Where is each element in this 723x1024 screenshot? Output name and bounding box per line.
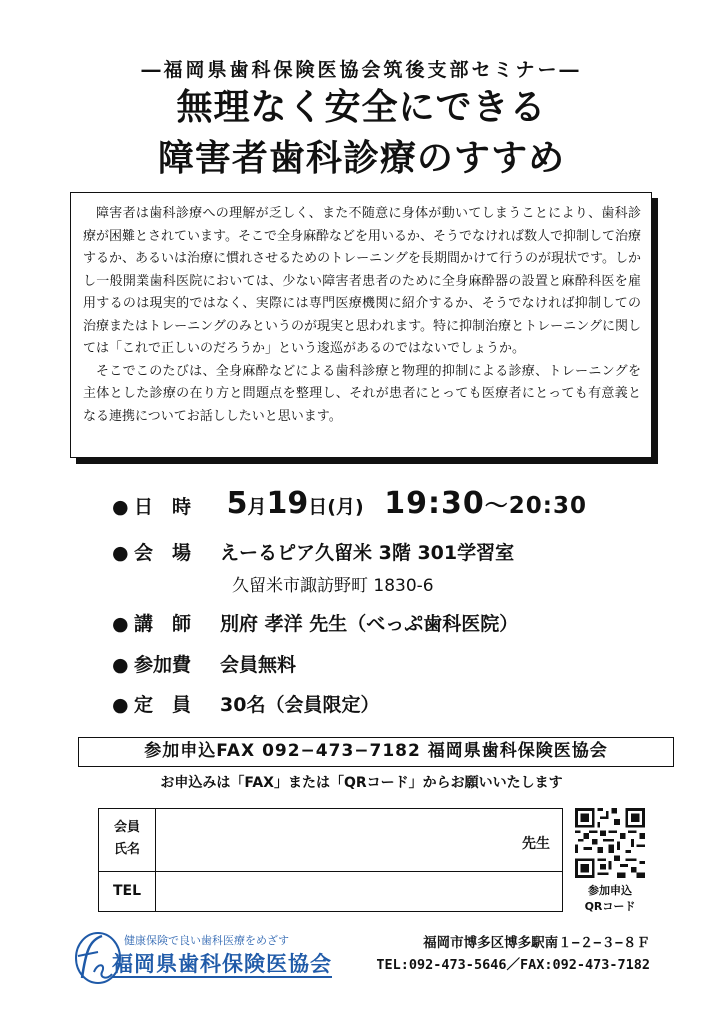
contact-info (360, 932, 650, 976)
venue-value: えーるピア久留米 3階 301学習室 (220, 542, 515, 564)
date-month: 5 (226, 486, 248, 521)
date-day-unit: 日 (308, 496, 328, 518)
info-lecturer-row (112, 609, 518, 636)
intro-paragraph-2: そこでこのたびは、全身麻酔などによる歯科診療と物理的抑制による診療、トレーニングを主体とした診療の在り方と問題点を整理し、それが患者にとっても医療者にとっても有意義となる連携についてお話ししたいと思います。 (83, 363, 641, 424)
time-end: ～20:30 (484, 493, 587, 519)
seminar-subtitle: ―福岡県歯科保険医協会筑後支部セミナー― (141, 59, 582, 81)
time-start: 19:30 (384, 486, 485, 521)
date-label: 日 時 (134, 496, 192, 518)
info-date-row (112, 486, 587, 521)
qr-code-icon[interactable] (575, 808, 645, 878)
bullet-icon: ● (112, 496, 129, 518)
seminar-title-line1: 無理なく安全にできる (176, 87, 547, 128)
form-column-divider (155, 809, 156, 911)
logo-underline (112, 976, 332, 978)
info-venue-row (112, 538, 514, 565)
contact-address: 福岡市博多区博多駅南１−２−３−８Ｆ (423, 935, 650, 951)
venue-label: 会 場 (134, 542, 192, 564)
member-name-label-line1: 会員 (113, 820, 140, 835)
fee-value: 会員無料 (220, 654, 297, 676)
application-form (98, 808, 563, 912)
qr-caption-line1: 参加申込 (588, 884, 632, 897)
lecturer-value: 別府 孝洋 先生（べっぷ歯科医院） (220, 613, 519, 635)
qr-caption (570, 883, 650, 915)
date-weekday: (月) (327, 496, 364, 518)
logo-name: 福岡県歯科保険医協会 (112, 952, 332, 976)
bullet-icon: ● (112, 654, 129, 676)
venue-address: 久留米市諏訪野町 1830-6 (232, 576, 434, 596)
form-row-divider (99, 871, 562, 872)
bullet-icon: ● (112, 542, 129, 564)
logo-tagline: 健康保険で良い歯科医療をめざす (124, 934, 289, 947)
info-capacity-row (112, 690, 379, 717)
date-month-unit: 月 (247, 496, 267, 518)
contact-phone-fax: TEL:092-473-5646／FAX:092-473-7182 (376, 957, 650, 973)
qr-caption-line2: QRコード (584, 900, 636, 913)
fee-label: 参加費 (134, 654, 192, 676)
seminar-title-line2: 障害者歯科診療のすすめ (157, 138, 566, 179)
intro-box (70, 192, 652, 458)
fax-application-banner: 参加申込FAX 092−473−7182 福岡県歯科保険医協会 (78, 737, 674, 767)
lecturer-label: 講 師 (134, 613, 192, 635)
application-note: お申込みは「FAX」または「QRコード」からお願いいたします (160, 775, 563, 791)
intro-paragraph-1: 障害者は歯科診療への理解が乏しく、また不随意に身体が動いてしまうことにより、歯科診療が困難とされています。そこで全身麻酔などを用いるか、そうでなければ数人で抑制して治療するか、あるいは治療に慣れさせるためのトレーニングを長期間かけて行うのが現状です。しかし一般開業歯科医院においては、少ない障害者患者のために全身麻酔器の設置と麻酔科医を雇用するのは現実的ではなく、実際には専門医療機関に紹介するか、そうでなければ抑制しての治療またはトレーニングのみというのが現実と思われます。特に抑制治療とトレーニングに関しては「これで正しいのだろうか」という逡巡があるのではないでしょうか。 (83, 206, 641, 356)
member-name-label-line2: 氏名 (113, 842, 140, 857)
member-name-label (99, 817, 155, 861)
capacity-label: 定 員 (134, 694, 192, 716)
sensei-suffix: 先生 (522, 836, 550, 852)
bullet-icon: ● (112, 613, 129, 635)
capacity-value: 30名（会員限定） (220, 694, 380, 716)
association-logo (72, 928, 342, 988)
info-fee-row (112, 650, 296, 677)
tel-label: TEL (112, 883, 142, 899)
date-value (226, 486, 587, 521)
bullet-icon: ● (112, 694, 129, 716)
date-day: 19 (266, 486, 309, 521)
